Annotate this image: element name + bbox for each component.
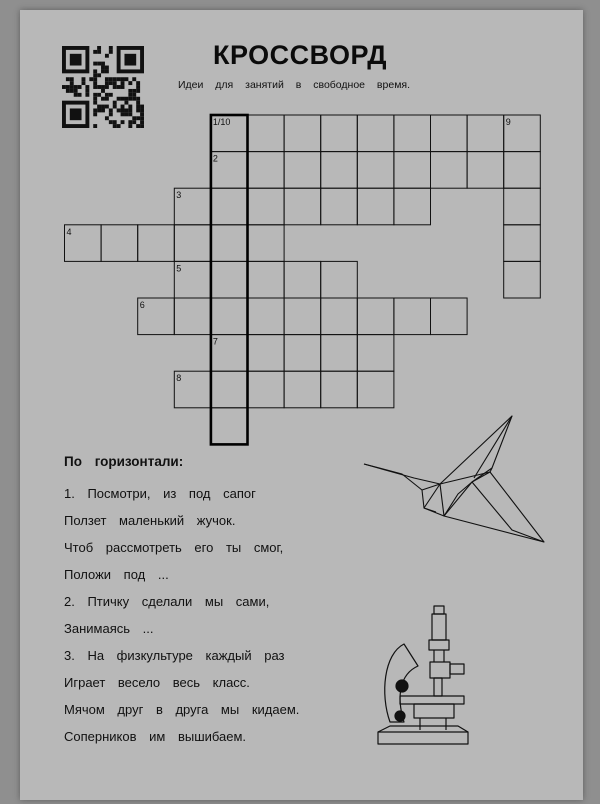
clues-heading-horizontal: По горизонтали: [64,454,184,469]
crossword-cell[interactable] [284,152,321,189]
crossword-cell[interactable] [504,225,541,262]
crossword-cell[interactable] [394,298,431,335]
crossword-cell[interactable] [101,225,138,262]
crossword-cell[interactable] [284,188,321,225]
crossword-cell[interactable] [321,261,358,298]
crossword-cell[interactable] [174,225,211,262]
crossword-cell[interactable] [321,371,358,408]
clue-line: Играет весело весь класс. [64,675,250,690]
crossword-cell[interactable] [284,115,321,152]
clue-line: Мячом друг в друга мы кидаем. [64,702,300,717]
crossword-cell[interactable] [248,261,285,298]
crossword-cell[interactable] [394,188,431,225]
crossword-number: 6 [139,300,145,310]
crossword-number: 3 [176,190,182,201]
clue-line: Ползет маленький жучок. [64,513,236,528]
crossword-cell[interactable] [321,298,358,335]
crossword-cell[interactable] [248,152,285,189]
crossword-cell[interactable] [467,115,504,152]
clue-line: Чтоб рассмотреть его ты смог, [64,540,284,555]
crossword-cell[interactable] [504,261,541,298]
crossword-cell[interactable] [248,371,285,408]
crossword-cell[interactable] [211,371,248,408]
crossword-number: 9 [505,117,511,127]
crossword-cell[interactable] [138,225,175,262]
crossword-cell[interactable] [284,261,321,298]
microscope-icon [374,604,470,748]
crossword-cell[interactable] [357,298,394,335]
crossword-number: 7 [212,336,218,347]
clue-line: Положи под ... [64,567,169,582]
crossword-cell[interactable] [321,335,358,372]
crossword-cell[interactable] [357,371,394,408]
crossword-cell[interactable] [211,261,248,298]
crossword-cell[interactable] [431,298,468,335]
clue-line: 2. Птичку сделали мы сами, [64,594,270,609]
crossword-cell[interactable] [504,152,541,189]
page-subtitle: Идеи для занятий в свободное время. [178,79,411,91]
crossword-cell[interactable] [211,408,248,445]
crossword-cell[interactable] [504,188,541,225]
crossword-cell[interactable] [357,335,394,372]
crossword-cell[interactable] [321,152,358,189]
crossword-number: 4 [66,226,72,237]
crossword-cell[interactable] [321,115,358,152]
clue-line: Соперников им вышибаем. [64,729,247,744]
crossword-cell[interactable] [394,152,431,189]
crossword-cell[interactable] [321,188,358,225]
crossword-cell[interactable] [248,225,285,262]
crossword-cell[interactable] [357,115,394,152]
crossword-cell[interactable] [284,371,321,408]
crossword-cell[interactable] [248,188,285,225]
crossword-number: 5 [176,263,182,274]
crossword-cell[interactable] [248,335,285,372]
crossword-cell[interactable] [284,335,321,372]
crossword-cell[interactable] [467,152,504,189]
crossword-key-column [211,115,248,444]
crossword-number: 8 [176,373,182,384]
page-title: КРОССВОРД [212,40,387,70]
crossword-cell[interactable] [284,298,321,335]
crossword-cell[interactable] [211,298,248,335]
clue-line: 3. На физкультуре каждый раз [64,648,285,663]
crossword-cell[interactable] [357,188,394,225]
clue-line: 1. Посмотри, из под сапог [64,486,256,501]
paper-crane-icon [362,412,550,544]
crossword-cell[interactable] [211,225,248,262]
crossword-cell[interactable] [248,298,285,335]
crossword-number: 1/10 [212,117,231,127]
crossword-cell[interactable] [174,298,211,335]
crossword-cell[interactable] [211,188,248,225]
crossword-cell[interactable] [394,115,431,152]
clue-line: Занимаясь ... [64,621,154,636]
crossword-cell[interactable] [357,152,394,189]
crossword-number: 2 [212,153,218,164]
crossword-cell[interactable] [248,115,285,152]
crossword-cell[interactable] [431,115,468,152]
crossword-cell[interactable] [431,152,468,189]
